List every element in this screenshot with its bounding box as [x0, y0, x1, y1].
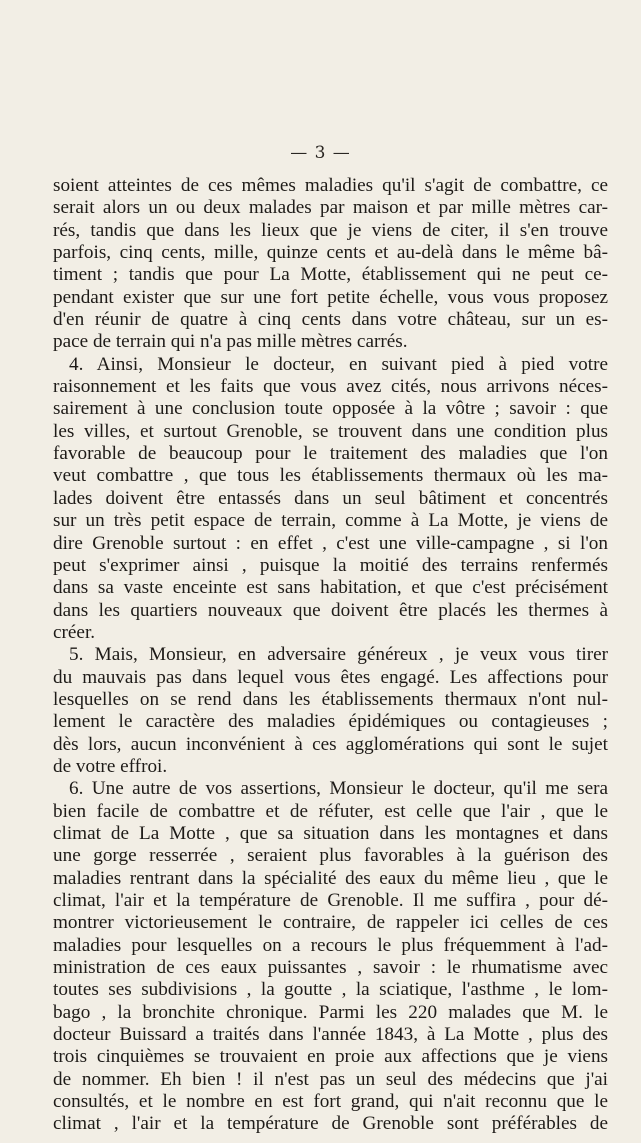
text-line: consultés, et le nombre en est fort grand, qui n'ait reconnu que le: [53, 1091, 608, 1113]
text-line: dire Grenoble surtout : en effet , c'est une ville-campagne , si l'on: [53, 532, 608, 554]
text-line: serait alors un ou deux malades par maison et par mille mètres car-: [53, 197, 608, 219]
text-line: du mauvais pas dans lequel vous êtes engagé. Les affections pour: [53, 666, 608, 688]
text-line: climat , l'air et la température de Grenoble sont préférables de: [53, 1113, 608, 1135]
text-line: timent ; tandis que pour La Motte, établissement qui ne peut ce-: [53, 264, 608, 286]
text-line: lades doivent être entassés dans un seul bâtiment et concentrés: [53, 487, 608, 509]
text-line: climat de La Motte , que sa situation dans les montagnes et dans: [53, 822, 608, 844]
text-line: lement le caractère des maladies épidémiques ou contagieuses ;: [53, 711, 608, 733]
text-line: pendant exister que sur une fort petite échelle, vous vous proposez: [53, 286, 608, 308]
text-line: peut s'exprimer ainsi , puisque la moitié des terrains renfermés: [53, 554, 608, 576]
text-line: bago , la bronchite chronique. Parmi les 220 malades que M. le: [53, 1001, 608, 1023]
text-line: sairement à une conclusion toute opposée à la vôtre ; savoir : que: [53, 398, 608, 420]
text-line: soient atteintes de ces mêmes maladies qu'il s'agit de combattre, ce: [53, 175, 608, 196]
text-line: de votre effroi.: [53, 755, 168, 777]
text-line: rés, tandis que dans les lieux que je viens de citer, il s'en trouve: [53, 219, 608, 241]
text-line: une gorge resserrée , seraient plus favorables à la guérison des: [53, 845, 608, 867]
text-line: docteur Buissard a traités dans l'année 1843, à La Motte , plus des: [53, 1024, 608, 1046]
text-line: toutes ses subdivisions , la goutte , la sciatique, l'asthme , le lom-: [53, 979, 608, 1001]
text-line: bien facile de combattre et de réfuter, est celle que l'air , que le: [53, 800, 608, 822]
text-line: créer.: [53, 621, 96, 643]
body-text: [53, 175, 608, 1136]
text-line: 4. Ainsi, Monsieur le docteur, en suivant pied à pied votre: [69, 353, 608, 375]
text-line: maladies rentrant dans la spécialité des eaux du même lieu , que le: [53, 867, 608, 889]
text-line: dès lors, aucun inconvénient à ces agglomérations qui sont le sujet: [53, 733, 608, 755]
text-line: 6. Une autre de vos assertions, Monsieur le docteur, qu'il me sera: [69, 778, 608, 800]
text-line: trois cinquièmes se trouvaient en proie aux affections que je viens: [53, 1046, 608, 1068]
text-line: montrer victorieusement le contraire, de rappeler ici celles de ces: [53, 912, 608, 934]
text-line: ministration de ces eaux puissantes , savoir : le rhumatisme avec: [53, 957, 608, 979]
text-line: lesquelles on se rend dans les établissements thermaux n'ont nul-: [53, 688, 608, 710]
text-line: sur un très petit espace de terrain, comme à La Motte, je viens de: [53, 510, 608, 532]
text-line: les villes, et surtout Grenoble, se trouvent dans une condition plus: [53, 420, 608, 442]
text-line: de nommer. Eh bien ! il n'est pas un seul des médecins que j'ai: [53, 1068, 608, 1090]
text-line: climat, l'air et la température de Grenoble. Il me suffira , pour dé-: [53, 890, 608, 911]
text-line: favorable de beaucoup pour le traitement des maladies que l'on: [53, 443, 608, 465]
text-line: pace de terrain qui n'a pas mille mètres carrés.: [53, 331, 408, 353]
text-line: maladies pour lesquelles on a recours le plus fréquemment à l'ad-: [53, 934, 608, 956]
text-line: raisonnement et les faits que vous avez cités, nous arrivons néces-: [53, 376, 608, 398]
text-line: parfois, cinq cents, mille, quinze cents et au-delà dans le même bâ-: [53, 242, 608, 264]
text-line: dans sa vaste enceinte est sans habitation, et que c'est précisément: [53, 577, 608, 599]
text-line: d'en réunir de quatre à cinq cents dans votre château, sur un es-: [53, 309, 608, 331]
text-line: dans les quartiers nouveaux que doivent être placés les thermes à: [53, 599, 608, 621]
text-line: veut combattre , que tous les établissements thermaux où les ma-: [53, 465, 608, 487]
text-line: 5. Mais, Monsieur, en adversaire généreux , je veux vous tirer: [69, 644, 608, 666]
page-number: — 3 —: [290, 143, 351, 163]
